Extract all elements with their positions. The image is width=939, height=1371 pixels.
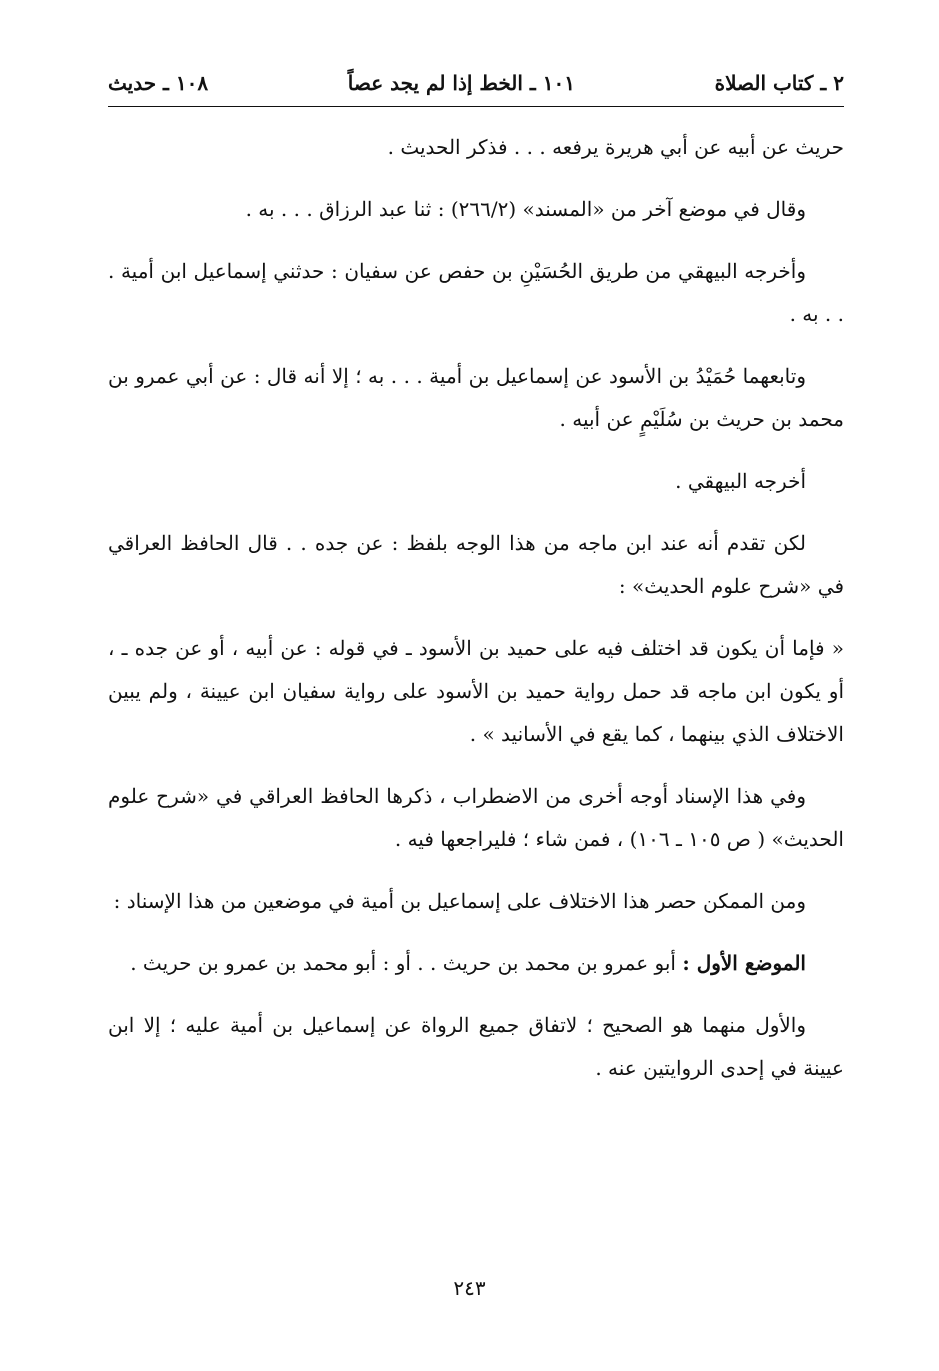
- paragraph-1: حريث عن أبيه عن أبي هريرة يرفعه . . . فذكر الحديث .: [387, 135, 844, 159]
- paragraph-8: وفي هذا الإسناد أوجه أخرى من الاضطراب ، ذكرها الحافظ العراقي في «شرح علوم الحديث» ( ص ١٠٥ ـ ١٠٦) ، فمن شاء ؛ فليراجعها فيه .: [108, 784, 844, 851]
- paragraph-11: والأول منهما هو الصحيح ؛ لاتفاق جميع الرواة عن إسماعيل بن أمية عليه ؛ إلا ابن عيينة في إحدى الروايتين عنه .: [108, 1013, 844, 1080]
- page-number: ٢٤٣: [453, 1276, 486, 1300]
- header-hadith-number: ١٠٨ ـ حديث: [108, 71, 209, 95]
- paragraph-2: وقال في موضع آخر من «المسند» (٢٦٦/٢) : ثنا عبد الرزاق . . . به .: [245, 197, 806, 221]
- quote-paragraph: « فإما أن يكون قد اختلف فيه على حميد بن الأسود ـ في قوله : عن أبيه ، أو عن جده ـ ، أو يكون ابن ماجه قد حمل رواية حميد بن الأسود على رواية سفيان ابن عيينة ، ولم يبين الاختلاف الذي بينهما ، كما يقع في الأسانيد » .: [108, 636, 844, 746]
- paragraph-3: وأخرجه البيهقي من طريق الحُسَيْنِ بن حفص عن سفيان : حدثني إسماعيل ابن أمية . . . به .: [108, 259, 844, 326]
- paragraph-10: [108, 942, 844, 985]
- paragraph-9: ومن الممكن حصر هذا الاختلاف على إسماعيل بن أمية في موضعين من هذا الإسناد :: [113, 889, 806, 913]
- paragraph-4: وتابعهما حُمَيْدُ بن الأسود عن إسماعيل بن أمية . . . به ؛ إلا أنه قال : عن أبي عمرو بن محمد بن حريث بن سُلَيْمٍ عن أبيه .: [108, 364, 844, 431]
- paragraph-6: لكن تقدم أنه عند ابن ماجه من هذا الوجه بلفظ : عن جده . . قال الحافظ العراقي في «شرح علوم الحديث» :: [108, 531, 844, 598]
- paragraph-5: أخرجه البيهقي .: [675, 469, 806, 493]
- running-header: [108, 66, 844, 100]
- header-book-section: ٢ ـ كتاب الصلاة: [714, 71, 844, 95]
- header-divider: [108, 106, 844, 107]
- first-position-label: الموضع الأول :: [682, 951, 806, 975]
- first-position-text: أبو عمرو بن محمد بن حريث . . أو : أبو محمد بن عمرو بن حريث .: [130, 951, 676, 975]
- header-chapter-title: ١٠١ ـ الخط إذا لم يجد عصاً: [347, 71, 575, 95]
- main-text: [108, 126, 844, 1109]
